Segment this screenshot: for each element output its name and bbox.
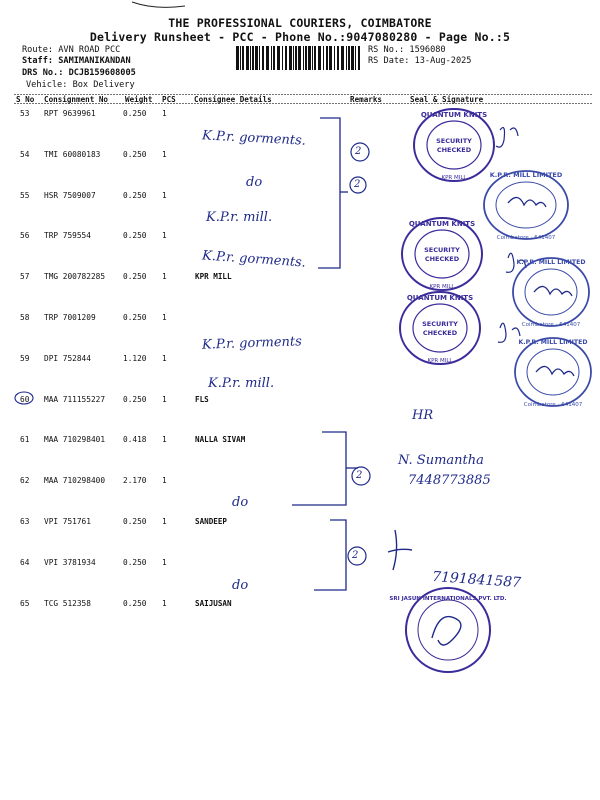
row-pcs: 1 xyxy=(162,191,167,200)
row-pcs: 1 xyxy=(162,599,167,608)
svg-text:K.P.R. MILL LIMITED: K.P.R. MILL LIMITED xyxy=(516,259,586,266)
row-pcs: 1 xyxy=(162,476,167,485)
row-weight: 0.250 xyxy=(123,191,147,200)
remark-mark-3: 2 xyxy=(356,470,363,481)
row-weight: 0.250 xyxy=(123,599,147,608)
remark-mark-4: 2 xyxy=(352,550,359,561)
row-consignment-no: TRP 759554 xyxy=(44,231,91,240)
vehicle-label: Vehicle: Box Delivery xyxy=(26,80,135,90)
row-pcs: 1 xyxy=(162,395,167,404)
svg-text:KPR MILL: KPR MILL xyxy=(441,175,467,181)
row-consignment-no: TMI 60080183 xyxy=(44,150,101,159)
svg-text:CHECKED: CHECKED xyxy=(436,146,472,154)
row-consignment-no: DPI 752844 xyxy=(44,354,91,363)
svg-text:QUANTUM KNITS: QUANTUM KNITS xyxy=(406,294,474,302)
row-sno: 59 xyxy=(20,354,30,363)
row-weight: 2.170 xyxy=(123,476,147,485)
handwriting-do-3: do xyxy=(232,578,249,593)
col-consignment: Consignment No xyxy=(44,95,109,104)
handwriting-phone-2: 7191841587 xyxy=(431,568,522,592)
row-pcs: 1 xyxy=(162,313,167,322)
handwriting-kpr-mill-2: K.P.r. mill. xyxy=(208,376,275,391)
row-weight: 0.250 xyxy=(123,231,147,240)
svg-text:QUANTUM KNITS: QUANTUM KNITS xyxy=(420,111,488,119)
row-sno: 60 xyxy=(20,395,30,404)
col-sno: S No xyxy=(16,95,35,104)
row-weight: 1.120 xyxy=(123,354,147,363)
svg-text:K.P.R. MILL LIMITED: K.P.R. MILL LIMITED xyxy=(489,171,563,179)
svg-text:K.P.R. MILL LIMITED: K.P.R. MILL LIMITED xyxy=(518,339,588,346)
row-pcs: 1 xyxy=(162,231,167,240)
row-sno: 62 xyxy=(20,476,30,485)
svg-text:Coimbatore - 641407: Coimbatore - 641407 xyxy=(521,322,581,328)
row-sno: 53 xyxy=(20,109,30,118)
row-consignment-no: MAA 710298401 xyxy=(44,435,106,444)
row-weight: 0.250 xyxy=(123,517,147,526)
svg-text:SRI JASUN INTERNATIONALS PVT.: SRI JASUN INTERNATIONALS PVT. LTD. xyxy=(389,596,507,602)
col-weight: Weight xyxy=(125,95,153,104)
row-weight: 0.250 xyxy=(123,150,147,159)
row-weight: 0.250 xyxy=(123,272,147,281)
row-sno: 54 xyxy=(20,150,30,159)
row-consignee: SANDEEP xyxy=(195,517,228,526)
handwriting-kpr-mill-1: K.P.r. mill. xyxy=(206,210,273,225)
row-sno: 64 xyxy=(20,558,30,567)
svg-text:SECURITY: SECURITY xyxy=(424,246,460,254)
row-consignee: SAIJUSAN xyxy=(195,599,232,608)
kpr-mill-seal-1 xyxy=(478,163,574,247)
row-sno: 56 xyxy=(20,231,30,240)
row-consignment-no: RPT 9639961 xyxy=(44,109,96,118)
row-weight: 0.250 xyxy=(123,558,147,567)
handwriting-kpr-garments-3: K.P.r. gorments xyxy=(201,334,303,353)
jasun-seal xyxy=(389,582,507,678)
row-sno: 58 xyxy=(20,313,30,322)
row-consignment-no: VPI 751761 xyxy=(44,517,91,526)
svg-text:Coimbatore - 641407: Coimbatore - 641407 xyxy=(496,235,556,241)
row-consignee: FLS xyxy=(195,395,209,404)
kpr-mill-seal-3 xyxy=(508,330,598,414)
quantum-knits-seal-2 xyxy=(394,212,490,296)
row-consignee: KPR MILL xyxy=(195,272,232,281)
row-sno: 65 xyxy=(20,599,30,608)
row-weight: 0.418 xyxy=(123,435,147,444)
col-consignee: Consignee Details xyxy=(194,95,272,104)
rs-date: RS Date: 13-Aug-2025 xyxy=(368,56,472,66)
svg-text:QUANTUM KNITS: QUANTUM KNITS xyxy=(408,220,476,228)
handwriting-hr: HR xyxy=(412,408,434,423)
remark-mark-2: 2 xyxy=(354,179,361,190)
row-consignment-no: TMG 200782285 xyxy=(44,272,106,281)
handwriting-kpr-garments-1: K.P.r. gorments. xyxy=(201,128,307,149)
svg-text:KPR MILL: KPR MILL xyxy=(427,358,453,364)
svg-text:SECURITY: SECURITY xyxy=(436,137,472,145)
row-sno: 55 xyxy=(20,191,30,200)
svg-text:KPR MILL: KPR MILL xyxy=(429,284,455,290)
row-pcs: 1 xyxy=(162,150,167,159)
handwriting-do-2: do xyxy=(232,495,249,510)
row-consignment-no: TCG 512358 xyxy=(44,599,91,608)
row-weight: 0.250 xyxy=(123,109,147,118)
drs-label: DRS No.: DCJB159608005 xyxy=(22,68,136,78)
quantum-knits-seal-3 xyxy=(392,286,488,370)
row-sno: 57 xyxy=(20,272,30,281)
svg-text:CHECKED: CHECKED xyxy=(422,329,458,337)
row-pcs: 1 xyxy=(162,558,167,567)
rs-number: RS No.: 1596080 xyxy=(368,45,446,55)
svg-text:SECURITY: SECURITY xyxy=(422,320,458,328)
document-subtitle: Delivery Runsheet - PCC - Phone No.:9047080280 - Page No.:5 xyxy=(89,30,511,44)
row-pcs: 1 xyxy=(162,109,167,118)
svg-text:Coimbatore - 641407: Coimbatore - 641407 xyxy=(523,402,583,408)
handwriting-name: N. Sumantha xyxy=(398,453,484,468)
row-weight: 0.250 xyxy=(123,395,147,404)
row-pcs: 1 xyxy=(162,354,167,363)
row-consignment-no: VPI 3781934 xyxy=(44,558,96,567)
col-seal: Seal & Signature xyxy=(410,95,484,104)
row-pcs: 1 xyxy=(162,517,167,526)
document-title: THE PROFESSIONAL COURIERS, COIMBATORE xyxy=(168,16,432,30)
remark-mark-1: 2 xyxy=(355,146,362,157)
svg-text:CHECKED: CHECKED xyxy=(424,255,460,263)
col-remarks: Remarks xyxy=(350,95,383,104)
kpr-mill-seal-2 xyxy=(506,250,596,334)
row-consignment-no: MAA 711155227 xyxy=(44,395,106,404)
row-sno: 61 xyxy=(20,435,30,444)
row-consignment-no: MAA 710298400 xyxy=(44,476,106,485)
handwriting-phone: 7448773885 xyxy=(408,473,491,488)
row-consignment-no: HSR 7509007 xyxy=(44,191,96,200)
row-pcs: 1 xyxy=(162,272,167,281)
row-sno: 63 xyxy=(20,517,30,526)
row-consignee: NALLA SIVAM xyxy=(195,435,246,444)
handwriting-do-1: do xyxy=(246,175,263,190)
col-pcs: PCS xyxy=(162,95,176,104)
row-pcs: 1 xyxy=(162,435,167,444)
staff-label: Staff: SAMIMANIKANDAN xyxy=(22,56,131,66)
handwriting-kpr-garments-2: K.P.r. gorments. xyxy=(201,248,307,271)
route-label: Route: AVN ROAD PCC xyxy=(22,45,121,55)
row-weight: 0.250 xyxy=(123,313,147,322)
row-consignment-no: TRP 7001209 xyxy=(44,313,96,322)
